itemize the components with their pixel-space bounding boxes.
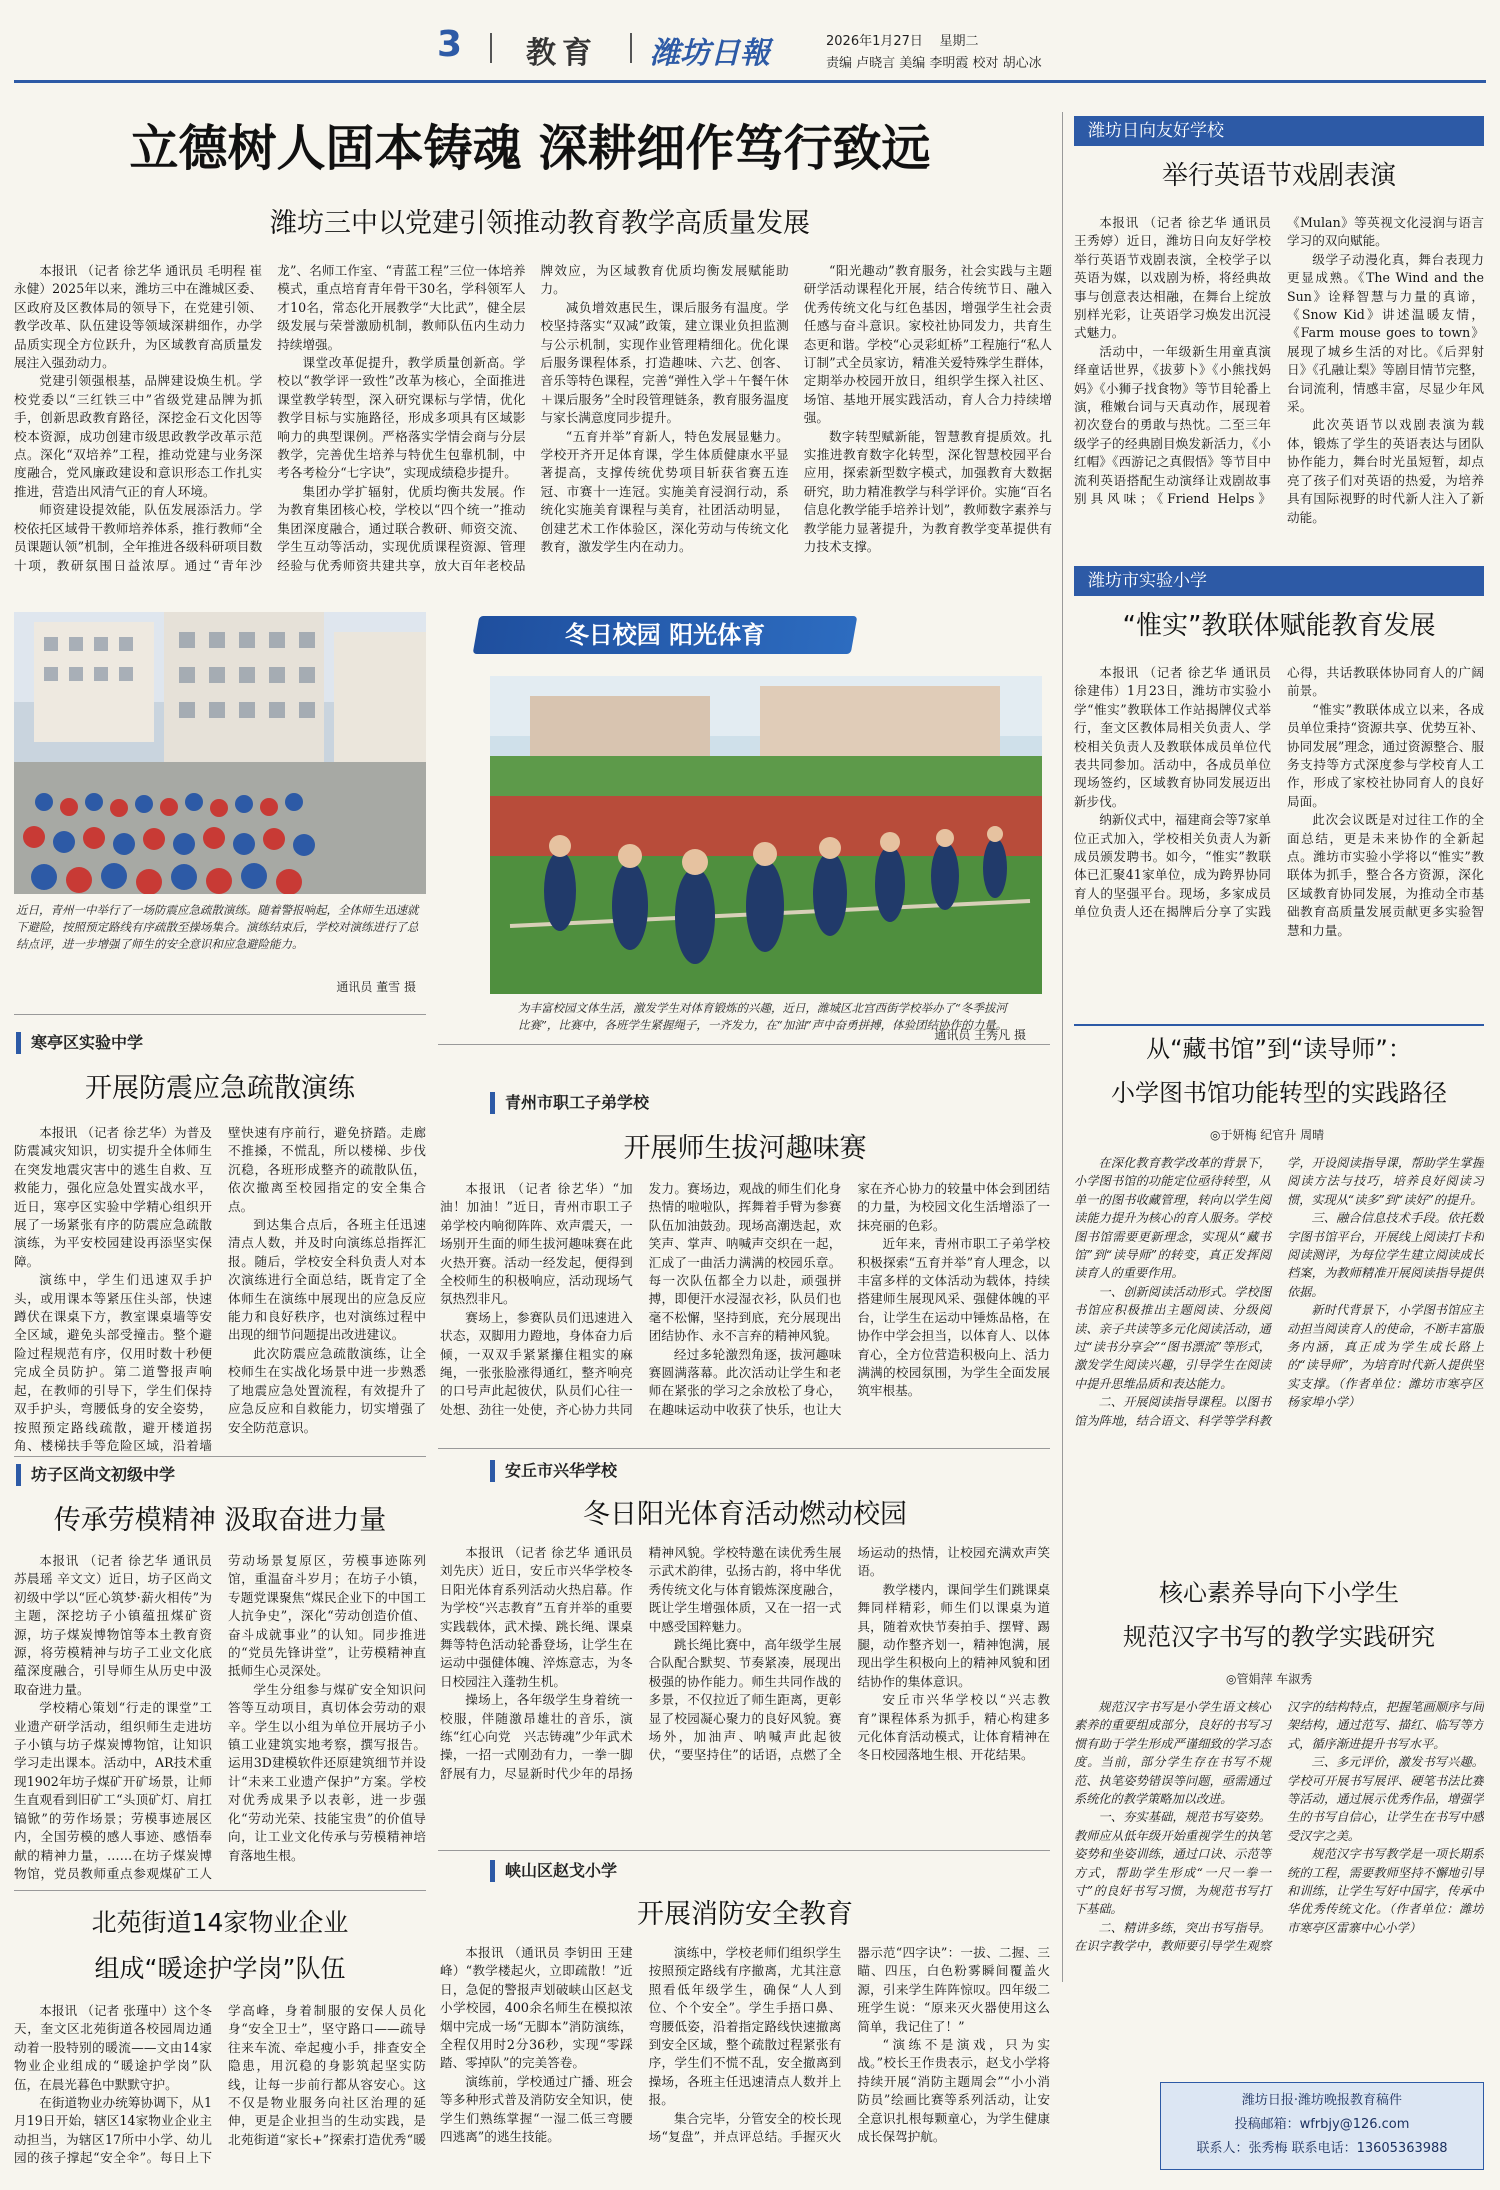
tug-of-war-photo — [490, 676, 1042, 994]
page-header — [0, 0, 1500, 76]
hanzi-headline-line2: 规范汉字书写的教学实践研究 — [1123, 1623, 1435, 1651]
photo2-credit: 通讯员 王秀凡 摄 — [934, 1028, 1026, 1042]
newspaper-logo: 潍坊日報 — [650, 36, 770, 71]
photo1-credit: 通讯员 董雪 摄 — [336, 980, 416, 994]
shiyan-headline: “惟实”教联体赋能教育发展 — [1122, 611, 1436, 641]
submission-email: 投稿邮箱：wfrbjy@126.com — [1234, 2117, 1410, 2132]
photo2-banner-text: 冬日校园 阳光体育 — [564, 621, 766, 649]
fangzi-headline: 传承劳模精神 汲取奋进力量 — [53, 1505, 387, 1536]
header-divider — [490, 33, 492, 63]
shiyan-article-body: 本报讯 （记者 徐艺华 通讯员 徐建伟）1月23日，潍坊市实验小学“惟实”教联体工作站揭牌仪式举行，奎文区教体局相关负责人、学校相关负责人及教联体成员单位代表共同参加。活动中，各成员单位现场签约，区域教育协同发展迈出新步伐。 纳新仪式中，福建商会等7家单位正式加入，学校相关负责人为新成员颁发聘书。如今，“惟实”教联体已汇聚41家单位，成为跨界协同育人的坚强平台。现场，多家成员单位负责人还在揭牌后分享了实践心得，共话教联体协同育人的广阔前景。 “惟实”教联体成立以来，各成员单位秉持“资源共享、优势互补、协同发展”理念，通过资源整合、服务支持等方式深度参与学校育人工作，形成了家校社协同育人的良好局面。 此次会议既是对过往工作的全面总结，更是未来协作的全新起点。潍坊市实验小学将以“惟实”教联体为抓手，整合各方资源，深化区域教育协同发展，为推动全市基础教育高质量发展贡献更多实验智慧和力量。 — [1074, 665, 1484, 938]
photo1-caption: 近日，青州一中举行了一场防震应急疏散演练。随着警报响起，全体师生迅速就下避险，按照预定路线有序疏散至操场集合。演练结束后，学校对演练进行了总结点评，进一步增强了师生的安全意识和应急避险能力。 — [16, 903, 419, 951]
xiashan-school-tag: 峡山区赵戈小学 — [490, 1860, 617, 1882]
library-headline-line2: 小学图书馆功能转型的实践路径 — [1111, 1079, 1447, 1107]
library-article-body: 在深化教育教学改革的背景下，小学图书馆的功能定位亟待转型，从单一的图书收藏管理，转向以学生阅读能力提升为核心的育人服务。学校图书馆需要更新理念，实现从“藏书馆”到“读导师”的转变，真正发挥阅读育人的重要作用。 一、创新阅读活动形式。学校图书馆应积极推出主题阅读、分级阅读、亲子共读等多元化阅读活动，通过“读书分享会”“图书漂流”等形式，激发学生阅读兴趣，引导学生在阅读中提升思维品质和表达能力。 二、开展阅读指导课程。以图书馆为阵地，结合语文、科学等学科教学，开设阅读指导课，帮助学生掌握阅读方法与技巧，培养良好阅读习惯，实现从“读多”到“读好”的提升。 三、融合信息技术手段。依托数字图书馆平台，开展线上阅读打卡和阅读测评，为每位学生建立阅读成长档案，为教师精准开展阅读指导提供依据。 新时代背景下，小学图书馆应主动担当阅读育人的使命，不断丰富服务内涵，真正成为学生成长路上的“读导师”，为培育时代新人提供坚实支撑。（作者单位：潍坊市寒亭区杨家埠小学） — [1074, 1156, 1484, 1428]
section-rule — [14, 1014, 426, 1015]
submission-box — [1160, 2082, 1484, 2170]
qingzhou-school-tag: 青州市职工子弟学校 — [490, 1092, 649, 1114]
anqiu-article-body: 本报讯 （记者 徐艺华 通讯员 刘先庆）近日，安丘市兴华学校冬日阳光体育系列活动火热启幕。作为学校“兴志教育”五育并举的重要实践载体，武术操、跳长绳、课桌舞等特色活动轮番登场，让学生在运动中强健体魄、淬炼意志，为冬日校园注入蓬勃生机。 操场上，各年级学生身着统一校服，伴随激昂雄壮的音乐，演练“红心向党 兴志铸魂”少年武术操，一招一式刚劲有力，一拳一脚舒展有力，尽显新时代少年的昂扬精神风貌。学校特邀在读优秀生展示武术韵律，弘扬古韵，将中华优秀传统文化与体育锻炼深度融合，既让学生增强体质，又在一招一式中感受国粹魅力。 跳长绳比赛中，高年级学生展合队配合默契、节奏紧凑，展现出极强的协作能力。师生共同作战的多景，不仅拉近了师生距离，更彰显了校园凝心聚力的良好风貌。赛场外，加油声、呐喊声此起彼伏，“要坚持住”的话语，点燃了全场运动的热情，让校园充满欢声笑语。 教学楼内，课间学生们跳课桌舞同样精彩，师生们以课桌为道具，随着欢快节奏拍手、摆臂、踢腿，动作整齐划一，精神饱满，展现出学生积极向上的精神风貌和团结协作的集体意识。 安丘市兴华学校以“兴志教育”课程体系为抓手，精心构建多元化体育活动模式，让体育精神在冬日校园落地生根、开花结果。 — [440, 1545, 1050, 1781]
section-rule — [14, 1890, 426, 1891]
beiyuan-article-body: 本报讯 （记者 张瑾中）这个冬天，奎文区北苑街道各校园周边通动着一股特别的暖流——文由14家物业企业组成的“暖途护学岗”队伍，在晨光暮色中默默守护。 在街道物业办统筹协调下，从1月19日开始，辖区14家物业企业主动担当，为辖区17所中小学、幼儿园的孩子撑起“安全伞”。每日上下学高峰，身着制服的安保人员化身“安全卫士”，坚守路口——疏导往来车流、牵起瘦小手，排查安全隐患，用沉稳的身影筑起坚实防线，让每一步前行都从容安心。这不仅是物业服务向社区治理的延伸，更是企业担当的生动实践，是北苑街道“家长+”探索打造优秀“暖 — [14, 2003, 426, 2166]
xiashan-headline: 开展消防安全教育 — [637, 1899, 853, 1930]
fangzi-school-tag: 坊子区尚文初级中学 — [16, 1464, 175, 1486]
page-number: 3 — [437, 24, 463, 65]
fangzi-article-body: 本报讯 （记者 徐艺华 通讯员 苏晨瑶 辛文文）近日，坊子区尚文初级中学以“匠心筑梦·薪火相传”为主题，深挖坊子小镇蕴扭煤矿资源，坊子煤炭博物馆等本土教育资源，将劳模精神与坊子工业文化底蕴深度融合，引导师生从历史中汲取奋进力量。 学校精心策划“行走的课堂”工业遗产研学活动，组织师生走进坊子小镇与坊子煤炭博物馆，让知识学习走出课本。活动中，AR技术重现1902年坊子煤矿开矿场景，让师生直观看到旧矿工“头顶矿灯、肩扛镐锨”的劳作场景；劳模事迹展区内，全国劳模的感人事迹、感悟奉献的精神力量，……在坊子煤炭博物馆，党员教师重点参观煤矿工人劳动场景复原区，劳模事迹陈列馆，重温奋斗岁月；在坊子小镇，专题党课聚焦“煤民企业下的中国工人抗争史”，深化“劳动创造价值、奋斗成就事业”的认知。同步推进的“党员先锋讲堂”，让劳模精神直抵师生心灵深处。 学生分组参与煤矿安全知识问答等互动项目，真切体会劳动的艰辛。学生以小组为单位开展坊子小镇工业建筑实地考察，撰写报告。运用3D建模软件还原建筑细节并设计“未来工业遗产保护”方案。学校对优秀成果予以表彰，进一步强化“劳动光荣、技能宝贵”的价值导向，让工业文化传承与劳模精神培育落地生根。 — [14, 1553, 426, 1881]
section-rule — [438, 1044, 1050, 1045]
anqiu-headline: 冬日阳光体育活动燃动校园 — [583, 1499, 907, 1530]
header-divider — [630, 33, 632, 63]
date-text: 2026年1月27日 — [826, 34, 923, 49]
qingzhou-article-body: 本报讯 （记者 徐艺华）“加油！加油！”近日，青州市职工子弟学校内响彻阵阵、欢声震天，一场别开生面的师生拔河趣味赛在此火热开赛。活动一经发起，便得到全校师生的积极响应，活动现场气氛热烈非凡。 赛场上，参赛队员们迅速进入状态，双脚用力蹬地，身体奋力后倾，一双双手紧紧攥住粗实的麻绳，一张张脸涨得通红，整齐响亮的口号声此起彼伏，队员们心往一处想、劲往一处使，齐心协力共同发力。赛场边，观战的师生们化身热情的啦啦队，挥舞着手臂为参赛队伍加油鼓劲。现场高潮迭起，欢笑声、掌声、呐喊声交织在一起，汇成了一曲活力满满的校园乐章。每一次队伍都全力以赴，顽强拼搏，即便汗水浸湿衣衫，队员们也毫不松懈，坚持到底，充分展现出团结协作、永不言弃的精神风貌。 经过多轮激烈角逐，拔河趣味赛圆满落幕。此次活动让学生和老师在紧张的学习之余放松了身心，在趣味运动中收获了快乐，也让大家在齐心协力的较量中体会到团结的力量，为校园文化生活增添了一抹亮丽的色彩。 近年来，青州市职工子弟学校积极探索“五育并举”育人理念，以丰富多样的文体活动为载体，持续搭建师生展现风采、强健体魄的平台，让学生在运动中锤炼品格，在协作中学会担当，以体育人、以体育心，全方位营造积极向上、活力满满的校园氛围，为学生全面发展筑牢根基。 — [440, 1181, 1050, 1417]
section-rule — [438, 1448, 1050, 1449]
section-rule — [1074, 1024, 1484, 1026]
beiyuan-headline-line1: 北苑街道14家物业企业 — [91, 1908, 349, 1937]
issue-date — [826, 30, 978, 49]
section-name: 教育 — [526, 36, 598, 71]
photo2-caption: 为丰富校园文体生活，激发学生对体育锻炼的兴趣，近日，潍城区北宫西街学校举办了“冬季拔河比赛”，比赛中，各班学生紧握绳子，一齐发力，在“加油”声中奋勇拼搏，体验团结协作的力量。 — [518, 1001, 1008, 1032]
english-headline: 举行英语节戏剧表演 — [1161, 161, 1396, 191]
beiyuan-headline-line2: 组成“暖途护学岗”队伍 — [94, 1954, 346, 1983]
header-rule — [14, 80, 1486, 83]
hanting-article-body: 本报讯 （记者 徐艺华）为普及防震减灾知识，切实提升全体师生在突发地震灾害中的逃生自救、互救能力，强化应急处置实战水平，近日，寒亭区实验中学精心组织开展了一场紧张有序的防震应急疏散演练，为平安校园建设再添坚实保障。 演练中，学生们迅速双手护头，或用课本等紧压住头部，快速蹲伏在课桌下方，教室课桌墙等安全区域，避免头部受撞击。整个避险过程规范有序，仅用时数十秒便完成全员防护。第二道警报声响起，在教师的引导下，学生们保持双手护头，弯腰低身的安全姿势，按照预定路线疏散，避开楼道拐角、楼梯扶手等危险区域，沿着墙壁快速有序前行，避免挤踏。走廊不推搡，不慌乱，所以楼梯、步伐沉稳，各班形成整齐的疏散队伍，依次撤离至校园指定的安全集合点。 到达集合点后，各班主任迅速清点人数，并及时向演练总指挥汇报。随后，学校安全科负责人对本次演练进行全面总结，既肯定了全体师生在演练中展现出的应急反应能力和良好秩序，也对演练过程中出现的细节问题提出改进建议。 此次防震应急疏散演练，让全校师生在实战化场景中进一步熟悉了地震应急处置流程，有效提升了应急反应和自救能力，切实增强了安全防范意识。 — [14, 1125, 426, 1453]
anqiu-school-tag: 安丘市兴华学校 — [490, 1460, 617, 1482]
earthquake-drill-photo — [14, 612, 426, 894]
right-column-rule — [1062, 112, 1063, 1982]
section-rule — [438, 1850, 1050, 1851]
section-rule — [14, 1456, 426, 1457]
hanzi-article-body: 规范汉字书写是小学生语文核心素养的重要组成部分，良好的书写习惯有助于学生形成严谨细致的学习态度。当前，部分学生存在书写不规范、执笔姿势错误等问题，亟需通过系统化的教学策略加以改进。 一、夯实基础，规范书写姿势。教师应从低年级开始重视学生的执笔姿势和坐姿训练，通过口诀、示范等方式，帮助学生形成“一尺一拳一寸”的良好书写习惯，为规范书写打下基础。 二、精讲多练，突出书写指导。在识字教学中，教师要引导学生观察汉字的结构特点，把握笔画顺序与间架结构，通过范写、描红、临写等方式，循序渐进提升书写水平。 三、多元评价，激发书写兴趣。学校可开展书写展评、硬笔书法比赛等活动，通过展示优秀作品，增强学生的书写自信心，让学生在书写中感受汉字之美。 规范汉字书写教学是一项长期系统的工程，需要教师坚持不懈地引导和训练，让学生写好中国字，传承中华优秀传统文化。（作者单位：潍坊市寒亭区雷寨中心小学） — [1074, 1700, 1484, 1954]
submission-title: 潍坊日报·潍坊晚报教育稿件 — [1241, 2093, 1403, 2108]
english-section-tag: 潍坊日向友好学校 — [1074, 116, 1484, 146]
hanting-headline: 开展防震应急疏散演练 — [85, 1073, 355, 1104]
submission-contact: 联系人：张秀梅 联系电话：13605363988 — [1196, 2141, 1448, 2156]
qingzhou-headline: 开展师生拔河趣味赛 — [623, 1133, 867, 1164]
editor-credits: 责编 卢晓言 美编 李明霞 校对 胡心冰 — [826, 56, 1042, 71]
main-headline: 立德树人固本铸魂 深耕细作笃行致远 — [129, 119, 931, 177]
shiyan-section-tag: 潍坊市实验小学 — [1074, 566, 1484, 596]
xiashan-article-body: 本报讯 （通讯员 李钥田 王建峰）“教学楼起火，立即疏散！”近日，急促的警报声划破峡山区赵戈小学校园，400余名师生在模拟浓烟中完成一场“无脚本”消防演练，全程仅用时2分36秒，实现“零踩踏、零掉队”的完美答卷。 演练前，学校通过广播、班会等多种形式普及消防安全知识，使学生们熟练掌握“一湿二低三弯腰四逃离”的逃生技能。 演练中，学校老师们组织学生按照预定路线有序撤离，尤其注意照看低年级学生，确保“人人到位、个个安全”。学生手捂口鼻、弯腰低姿，沿着指定路线快速撤离到安全区域，整个疏散过程紧张有序，学生们不慌不乱，安全撤离到操场，各班主任迅速清点人数并上报。 集合完毕，分管安全的校长现场“复盘”，并点评总结。手握灭火器示范“四字诀”：一拔、二握、三瞄、四压，白色粉雾瞬间覆盖火源，引来学生阵阵惊叹。四年级二班学生说：“原来灭火器使用这么简单，我记住了！” “演练不是演戏，只为实战。”校长王作贵表示，赵戈小学将持续开展“消防主题周会”“小小消防员”绘画比赛等系列活动，让安全意识扎根每颗童心，为学生健康成长保驾护航。 — [440, 1945, 1050, 2145]
weekday-text: 星期二 — [939, 34, 979, 49]
library-author: ◎于妍梅 纪官升 周晴 — [1210, 1128, 1325, 1142]
hanzi-headline-line1: 核心素养导向下小学生 — [1159, 1579, 1399, 1607]
english-article-body: 本报讯 （记者 徐艺华 通讯员 王秀婷）近日，潍坊日向友好学校举行英语节戏剧表演，全校学子以英语为媒，以戏剧为桥，将经典故事与创意表达相融，在舞台上绽放别样光彩，让英语学习焕发出沉浸式魅力。 活动中，一年级新生用童真演绎童话世界，《拔萝卜》《小熊找妈妈》《小狮子找食物》等节目轮番上演，稚嫩台词与天真动作，展现着初次登台的勇敢与热忱。二至三年级学子的经典剧目焕发新活力，《小红帽》《西游记之真假悟》等节目中流利英语搭配生动演绎让戏剧故事别具风味；《Friend Helps》《Mulan》等英视文化浸润与语言学习的双向赋能。 级学子动漫化真，舞台表现力更显成熟。《The Wind and the Sun》诠释智慧与力量的真谛，《Snow Kid》讲述温暖友情，《Farm mouse goes to town》展现了城乡生活的对比。《后羿射日》《孔融让梨》等剧目情节完整，台词流利，情感丰富，尽显少年风采。 此次英语节以戏剧表演为载体，锻炼了学生的英语表达与团队协作能力，舞台时光虽短暂，却点亮了孩子们对英语的热爱，为培养具有国际视野的时代新人注入了新动能。 — [1074, 215, 1484, 525]
hanzi-author: ◎管娟萍 车淑秀 — [1226, 1672, 1313, 1686]
hanting-school-tag: 寒亭区实验中学 — [16, 1032, 143, 1054]
main-article-body: 本报讯 （记者 徐艺华 通讯员 毛明程 崔永健）2025年以来，潍坊三中在潍城区委、区政府及区教体局的领导下，在党建引领、教学改革、队伍建设等领域深耕细作，办学品质实现全方位跃升，为区域教育高质量发展注入强劲动力。 党建引领强根基，品牌建设焕生机。学校党委以“三红铁三中”省级党建品牌为抓手，创新思政教育路径，深挖金石文化因等校本资源，成功创建市级思政教学改革示范点。深化“双培养”工程，推动党建与业务深度融合，党风廉政建设和意识形态工作扎实推进，营造出风清气正的育人环境。 师资建设提效能，队伍发展添活力。学校依托区域骨干教师培养体系，推行教师“全员课题认领”机制，全年推进各级科研项目数十项，教研氛围日益浓厚。通过“青年沙龙”、名师工作室、“青蓝工程”三位一体培养模式，重点培育青年骨干30名，学科领军人才10名，常态化开展教学“大比武”，健全层级发展与荣誉激励机制，教师队伍内生动力持续增强。 课堂改革促提升，教学质量创新高。学校以“教学评一致性”改革为核心，全面推进课堂教学转型，深入研究课标与学情，优化教学目标与实施路径，形成多项具有区域影响力的典型课例。严格落实学情会商与分层教学，完善优生培养与特优生包靠机制，中考各考检分“七字诀”，实现成绩稳步提升。 集团办学扩辐射，优质均衡共发展。作为教育集团核心校，学校以“四个统一”推动集团深度融合，通过联合教研、师资交流、学生互动等活动，实现优质课程资源、管理经验与优秀师资共建共享，放大百年老校品牌效应，为区域教育优质均衡发展赋能助力。 减负增效惠民生，课后服务有温度。学校坚持落实“双减”政策，建立课业负担监测与公示机制，实现作业管理精细化。优化课后服务课程体系，打造趣味、六艺、创客、音乐等特色课程，完善“弹性入学＋午餐午休＋课后服务”全时段管理链条，教育服务温度与家长满意度同步提升。 “五育并举”育新人，特色发展显魅力。学校开齐开足体育课，学生体质健康水平显著提高，支撑传统优势项目斩获省赛五连冠、市赛十一连冠。实施美育浸润行动，系统化实施美育课程与美育，社团活动明显，创建艺术工作体验区，深化劳动与传统文化教育，激发学生内在动力。 “阳光趣动”教育服务，社会实践与主题研学活动课程化开展，结合传统节日、融入优秀传统文化与红色基因，增强学生社会责任感与奋斗意识。家校社协同发力，共育生态更和谐。学校“心灵彩虹桥”工程施行“私人订制”式全员家访，精准关爱特殊学生群体，定期举办校园开放日，组织学生探入社区、场馆、基地开展实践活动，育人合力持续增强。 数字转型赋新能，智慧教育提质效。扎实推进教育数字化转型，深化智慧校园平台应用，探索新型数字模式，加强教育大数据研究，助力精准教学与科学评价。实施“百名信息化教学能手培养计划”，教师数字素养与教学能力显著提升，为教育教学变革提供有力技术支撑。 — [14, 263, 1052, 573]
main-subheadline: 潍坊三中以党建引领推动教育教学高质量发展 — [270, 208, 810, 239]
library-headline-line1: 从“藏书馆”到“读导师”： — [1146, 1035, 1412, 1063]
